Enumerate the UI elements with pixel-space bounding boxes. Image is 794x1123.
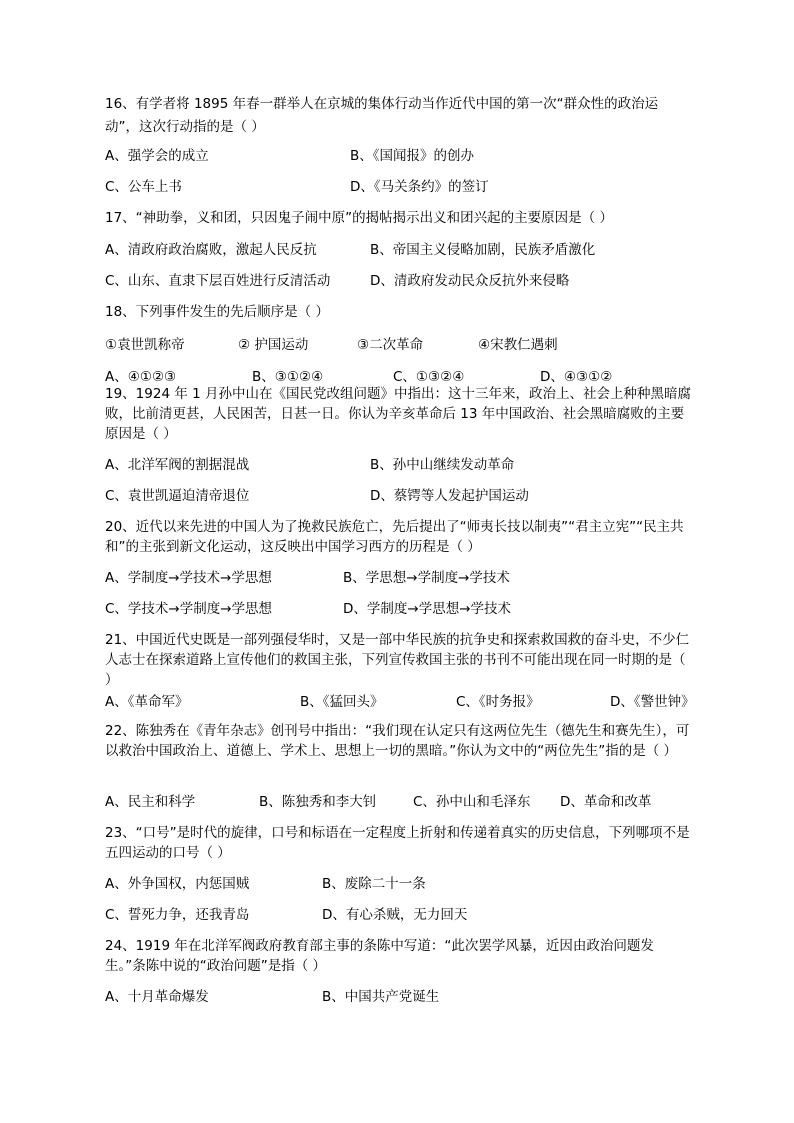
- q23-option-b: B、废除二十一条: [322, 876, 426, 892]
- q22-option-b: B、陈独秀和李大钊: [259, 794, 377, 810]
- q22-option-d: D、革命和改革: [560, 794, 652, 810]
- q18-event-1: ①袁世凯称帝: [105, 337, 185, 353]
- q19-option-c: C、袁世凯逼迫清帝退位: [105, 488, 250, 504]
- q22-option-c: C、孙中山和毛泽东: [413, 794, 531, 810]
- q17-stem: 17、“神助拳，义和团，只因鬼子闹中原”的揭帖揭示出义和团兴起的主要原因是（ ）: [105, 210, 613, 226]
- q16-option-b: B、《国闻报》的创办: [350, 148, 475, 164]
- q22-stem: 22、陈独秀在《青年杂志》创刊号中指出：“我们现在认定只有这两位先生（德先生和赛先生），可以救治中国政治上、道德上、学术上、思想上一切的黑暗。”你认为文中的“两位先生”指的是（ ）: [105, 723, 690, 759]
- q17-option-a: A、清政府政治腐败，激起人民反抗: [105, 242, 317, 258]
- q23-option-c: C、誓死力争，还我青岛: [105, 907, 250, 923]
- q19-option-d: D、蔡锷等人发起护国运动: [370, 488, 529, 504]
- q16-option-a: A、强学会的成立: [105, 148, 209, 164]
- q19-option-b: B、孙中山继续发动革命: [370, 457, 515, 473]
- q23-option-a: A、外争国权，内惩国贼: [105, 876, 250, 892]
- q23-stem: 23、“口号”是时代的旋律，口号和标语在一定程度上折射和传递着真实的历史信息，下列哪项不是五四运动的口号（ ）: [105, 825, 690, 861]
- q21-option-c: C、《时务报》: [456, 694, 540, 710]
- q17-option-d: D、清政府发动民众反抗外来侵略: [370, 273, 570, 289]
- q16-option-d: D、《马关条约》的签订: [350, 179, 489, 195]
- q18-stem: 18、下列事件发生的先后顺序是（ ）: [105, 304, 329, 320]
- q18-option-b: B、③①②④: [252, 369, 324, 385]
- q19-option-a: A、北洋军阀的割据混战: [105, 457, 250, 473]
- q18-option-a: A、④①②③: [105, 369, 177, 385]
- q21-option-d: D、《警世钟》: [610, 694, 695, 710]
- q22-option-a: A、民主和科学: [105, 794, 196, 810]
- q16-stem-line2: 动”，这次行动指的是（ ）: [105, 119, 265, 135]
- q20-option-c: C、学技术→学制度→学思想: [105, 601, 273, 617]
- q23-option-d: D、有心杀贼，无力回天: [322, 907, 468, 923]
- q18-event-2: ② 护国运动: [238, 337, 309, 353]
- q21-option-b: B、《猛回头》: [300, 694, 384, 710]
- q21-stem: 21、中国近代史既是一部列强侵华时，又是一部中华民族的抗争史和探索救国救的奋斗史，不少仁人志士在探索道路上宣传他们的救国主张，下列宣传救国主张的书刊不可能出现在同一时期的是（ ）: [105, 632, 690, 688]
- q21-option-a: A、《革命军》: [105, 694, 189, 710]
- q18-event-4: ④宋教仁遇刺: [478, 337, 558, 353]
- q17-option-c: C、山东、直隶下层百姓进行反清活动: [105, 273, 331, 289]
- q20-option-d: D、学制度→学思想→学技术: [343, 601, 512, 617]
- q20-option-a: A、学制度→学技术→学思想: [105, 570, 272, 586]
- q20-option-b: B、学思想→学制度→学技术: [343, 570, 510, 586]
- q18-event-3: ③二次革命: [357, 337, 424, 353]
- q19-stem: 19、1924 年 1 月孙中山在《国民党改组问题》中指出：这十三年来，政治上、社会上种种黑暗腐败，比前清更甚，人民困苦，日甚一日。你认为辛亥革命后 13 年中国政治、社会黑暗腐败的主要原因是（ ）: [105, 386, 691, 442]
- q16-option-c: C、公车上书: [105, 179, 182, 195]
- q24-option-a: A、十月革命爆发: [105, 989, 209, 1005]
- q20-stem: 20、近代以来先进的中国人为了挽救民族危亡，先后提出了“师夷长技以制夷”“君主立宪”“民主共和”的主张到新文化运动，这反映出中国学习西方的历程是（ ）: [105, 519, 684, 555]
- q16-stem-line1: 16、有学者将 1895 年春一群举人在京城的集体行动当作近代中国的第一次“群众性的政治运: [105, 96, 659, 112]
- q18-option-d: D、④③①②: [540, 369, 613, 385]
- q24-option-b: B、中国共产党诞生: [322, 989, 440, 1005]
- q17-option-b: B、帝国主义侵略加剧，民族矛盾激化: [370, 242, 596, 258]
- q24-stem: 24、1919 年在北洋军阀政府教育部主事的条陈中写道：“此次罢学风暴，近因由政治问题发生。”条陈中说的“政治问题”是指（ ）: [105, 938, 654, 974]
- q18-option-c: C、①③②④: [393, 369, 465, 385]
